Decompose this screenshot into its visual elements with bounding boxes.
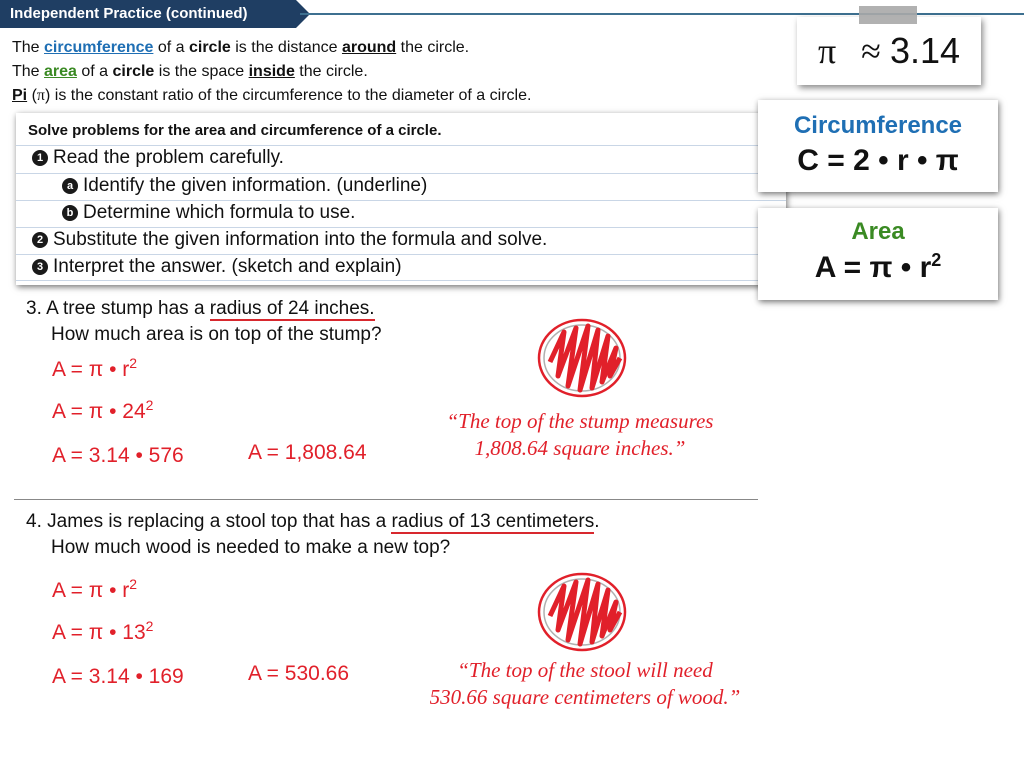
bold-circle: circle: [112, 63, 155, 80]
work-text: A = π • r: [52, 358, 130, 381]
pi-value: 3.14: [889, 30, 961, 71]
circle-sketch-icon: [536, 572, 630, 654]
rule-line: [16, 145, 786, 146]
rule-line: [16, 200, 786, 201]
problem-line: [26, 509, 600, 535]
problem-question: How much wood is needed to make a new top?: [51, 537, 451, 558]
text: The: [12, 39, 45, 56]
work-step: [52, 665, 184, 689]
text: James is replacing a stool top that has a: [47, 511, 392, 532]
work-text: A = π • r: [52, 579, 130, 602]
quote-line: 1,808.64 square inches.”: [474, 436, 686, 460]
problem-divider: [14, 499, 758, 500]
text: the circle.: [396, 39, 470, 56]
problem-question: How much area is on top of the stump?: [51, 324, 382, 345]
exponent: 2: [145, 618, 154, 634]
step-text: Read the problem carefully.: [53, 147, 284, 168]
keyword-pi: Pi: [12, 87, 28, 104]
card-title: Circumference: [793, 112, 963, 139]
step-badge: 1: [32, 150, 48, 166]
circumference-formula: C = 2 • r • π: [797, 144, 959, 177]
text: The: [12, 63, 45, 80]
work-step: [52, 444, 184, 468]
rule-line: [16, 173, 786, 174]
underlined-around: around: [341, 39, 397, 56]
text: of a: [153, 39, 189, 56]
underlined-given: radius of 13 centimeters: [391, 511, 595, 532]
card-title: Area: [851, 218, 905, 245]
text: is the distance: [230, 39, 342, 56]
text: A tree stump has a: [46, 298, 210, 319]
step-badge: a: [62, 178, 78, 194]
problem-number: 4.: [26, 511, 42, 532]
steps-heading: Solve problems for the area and circumference of a circle.: [28, 122, 442, 139]
quote-line: “The top of the stump measures: [446, 409, 714, 433]
text: .: [594, 511, 600, 532]
rule-line: [16, 254, 786, 255]
keyword-area: area: [44, 63, 77, 80]
exponent: 2: [145, 397, 154, 413]
problem-line: [26, 296, 382, 322]
slide-header-tab: Independent Practice (continued): [0, 0, 296, 28]
step-3: [32, 256, 402, 278]
text: of a: [76, 63, 113, 80]
circle-sketch-icon: [536, 318, 630, 400]
pi-symbol: π: [36, 87, 45, 104]
exponent: 2: [129, 355, 138, 371]
work-step: [52, 576, 137, 603]
quote-line: 530.66 square centimeters of wood.”: [429, 685, 741, 709]
area-formula-card: [758, 208, 998, 300]
step-text: Determine which formula to use.: [83, 202, 356, 223]
definition-circumference: [12, 36, 531, 60]
area-formula: [758, 250, 998, 285]
pi-symbol: π: [817, 31, 837, 71]
work-text: A = π • 24: [52, 400, 146, 423]
step-text: Interpret the answer. (sketch and explain): [53, 256, 402, 277]
exponent: 2: [931, 250, 942, 270]
rule-line: [16, 227, 786, 228]
exponent: 2: [129, 576, 138, 592]
circumference-formula-card: [758, 100, 998, 192]
work-step: [52, 618, 153, 645]
step-1a: [62, 175, 427, 197]
definition-pi: [12, 84, 531, 108]
step-text: Substitute the given information into the formula and solve.: [53, 229, 548, 250]
interpretation-quote: [410, 657, 760, 711]
text: (: [27, 87, 37, 104]
step-badge: 2: [32, 232, 48, 248]
work-step: [52, 397, 153, 424]
bold-circle: circle: [188, 39, 231, 56]
work-text: A = π • 13: [52, 621, 146, 644]
text: is the space: [154, 63, 249, 80]
definition-area: [12, 60, 531, 84]
rule-line: [16, 280, 786, 281]
step-1b: [62, 202, 355, 224]
step-1: [32, 147, 284, 169]
tape-strip: [859, 6, 917, 24]
step-badge: b: [62, 205, 78, 221]
approx-symbol: ≈: [861, 31, 881, 71]
work-step: [52, 355, 137, 382]
answer: A = 1,808.64: [248, 441, 367, 464]
step-badge: 3: [32, 259, 48, 275]
underlined-inside: inside: [248, 63, 295, 80]
keyword-circumference: circumference: [44, 39, 154, 56]
definitions: [12, 36, 531, 108]
problem-number: 3.: [26, 298, 42, 319]
work-text: A = 3.14 • 169: [52, 665, 184, 688]
answer: A = 530.66: [248, 662, 350, 685]
text: the circle.: [294, 63, 368, 80]
interpretation-quote: [420, 408, 740, 462]
step-2: [32, 229, 547, 251]
step-text: Identify the given information. (underline): [83, 175, 428, 196]
text: ) is the constant ratio of the circumference to the diameter of a circle.: [44, 87, 532, 104]
underlined-given: radius of 24 inches.: [209, 298, 375, 319]
problem-4-statement: [26, 509, 600, 561]
pi-approximation-note: [797, 17, 981, 85]
quote-line: “The top of the stool will need: [457, 658, 713, 682]
problem-3-statement: [26, 296, 382, 348]
work-text: A = 3.14 • 576: [52, 444, 184, 467]
steps-box: [16, 113, 786, 285]
formula-base: A = π • r: [814, 251, 932, 284]
